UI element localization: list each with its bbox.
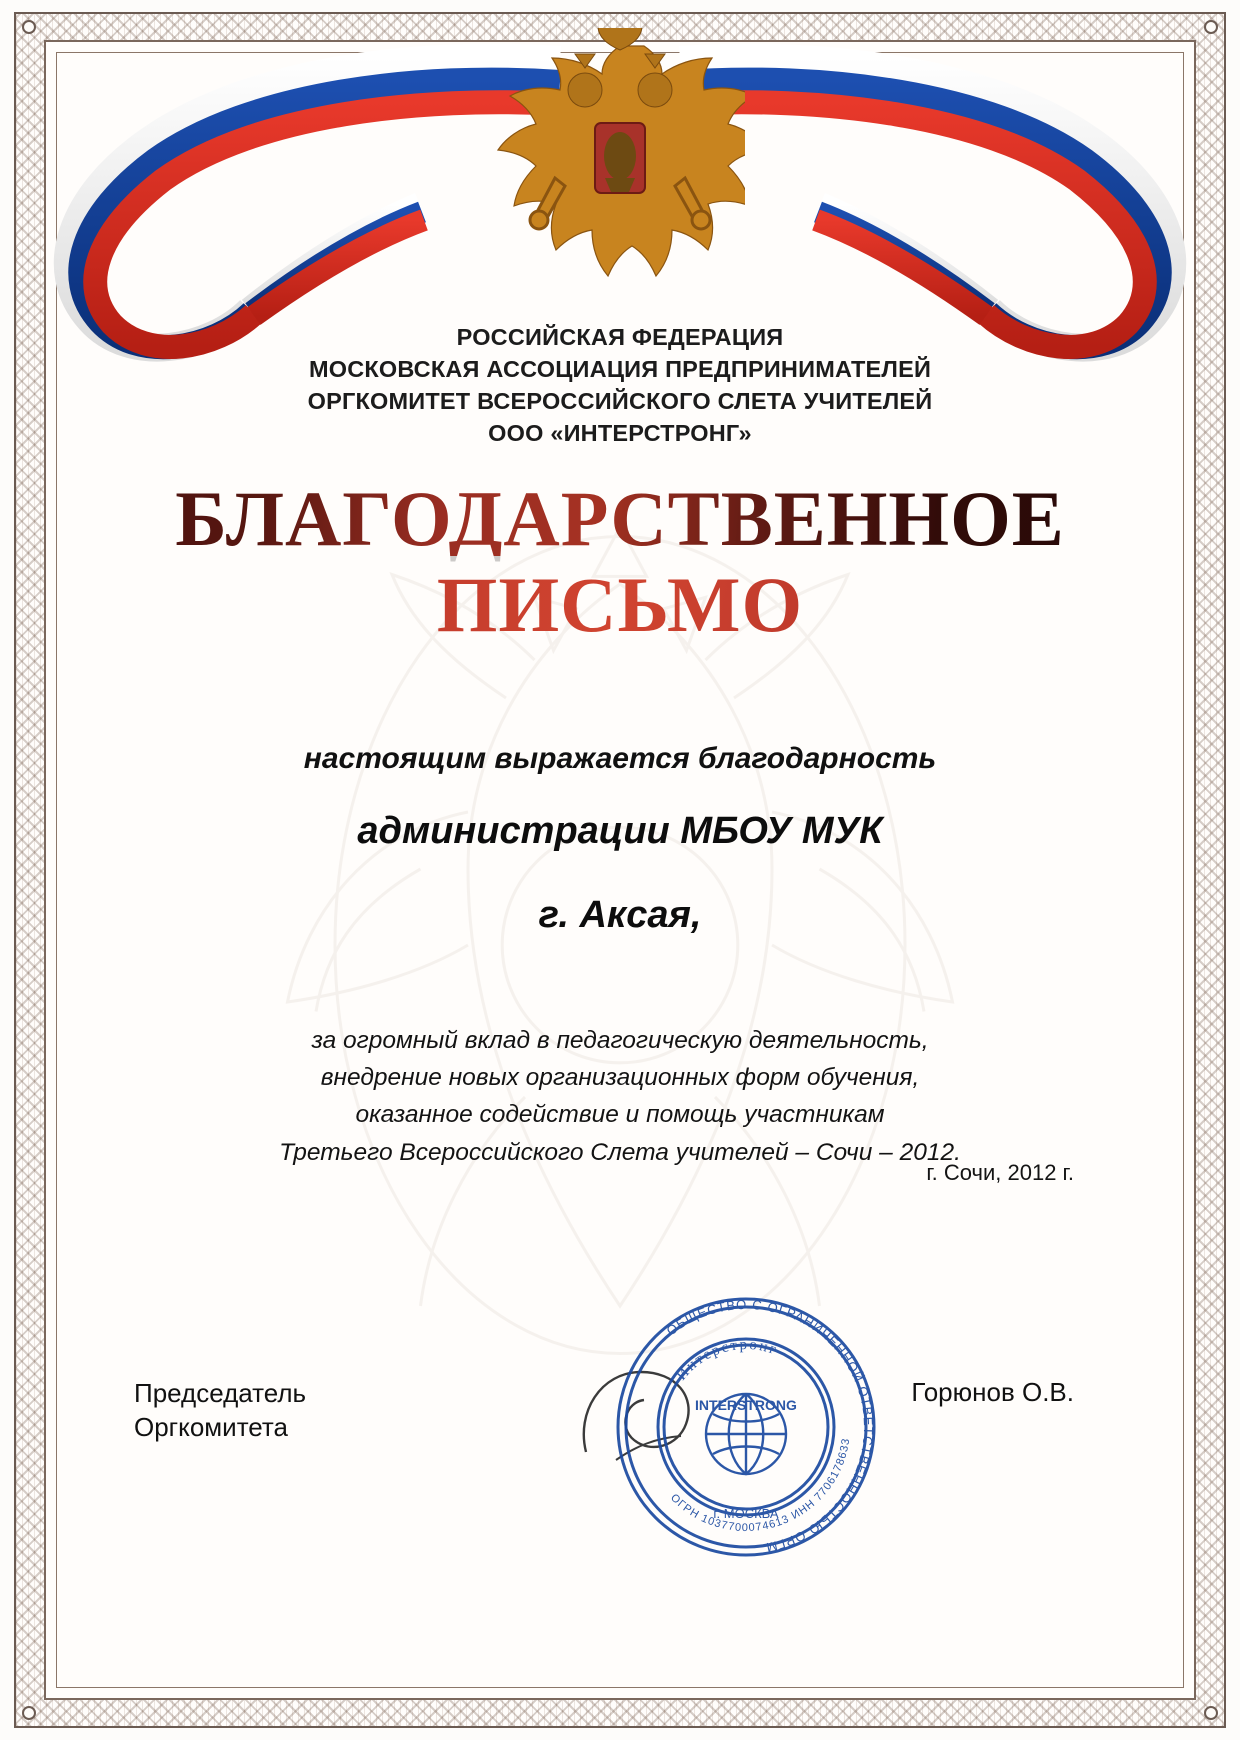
award-reason bbox=[146, 1022, 1094, 1171]
stamp-text-latin: INTERSTRONG bbox=[695, 1397, 797, 1413]
org-line-1: РОССИЙСКАЯ ФЕДЕРАЦИЯ bbox=[456, 324, 784, 350]
recipient-line-2: г. Аксая, bbox=[538, 894, 702, 936]
recipient-line-1: администрации МБОУ МУК bbox=[357, 810, 883, 852]
stamp-text-inner: Интерстронг bbox=[673, 1336, 781, 1384]
reason-line-1: за огромный вклад в педагогическую деятельность, bbox=[311, 1027, 929, 1054]
corner-ornament-top-left bbox=[22, 20, 36, 34]
place-and-date: г. Сочи, 2012 г. bbox=[926, 1160, 1074, 1185]
signer-name: Горюнов О.В. bbox=[911, 1377, 1074, 1407]
reason-line-4: Третьего Всероссийского Слета учителей – Сочи – 2012. bbox=[279, 1138, 961, 1166]
org-line-2: МОСКОВСКАЯ АССОЦИАЦИЯ ПРЕДПРИНИМАТЕЛЕЙ bbox=[308, 355, 932, 382]
svg-text:Интерстронг bbox=[674, 1337, 780, 1384]
org-line-4: ООО «ИНТЕРСТРОНГ» bbox=[488, 419, 752, 446]
stamp-text-ogrn: ОГРН 1037700074613 ИНН 7706178633 bbox=[668, 1436, 853, 1535]
page-title bbox=[56, 475, 1184, 649]
signature-role-line-2: Оргкомитета bbox=[134, 1411, 288, 1442]
intro-text: настоящим выражается благодарность bbox=[303, 742, 937, 775]
title-line-1: БЛАГОДАРСТВЕННОЕ bbox=[56, 482, 1184, 556]
round-stamp-icon bbox=[601, 1282, 891, 1572]
stamp-text-bottom: г. МОСКВА bbox=[713, 1506, 779, 1521]
corner-ornament-bottom-right bbox=[1204, 1706, 1218, 1720]
org-line-3: ОРГКОМИТЕТ ВСЕРОССИЙСКОГО СЛЕТА УЧИТЕЛЕЙ bbox=[307, 387, 933, 414]
certificate-content bbox=[56, 52, 1184, 1688]
issuing-organization bbox=[56, 322, 1184, 450]
reason-line-2: внедрение новых организационных форм обучения, bbox=[320, 1064, 920, 1092]
signature-role bbox=[134, 1377, 306, 1445]
reason-line-3: оказанное содействие и помощь участникам bbox=[355, 1101, 885, 1129]
stamp-text-outer: ОБЩЕСТВО С ОГРАНИЧЕННОЙ ОТВЕТСТВЕННОСТЬЮ ОРГМ bbox=[663, 1296, 877, 1556]
signature-role-line-1: Председатель bbox=[134, 1378, 307, 1408]
corner-ornament-bottom-left bbox=[22, 1706, 36, 1720]
corner-ornament-top-right bbox=[1204, 20, 1218, 34]
title-line-2: ПИСЬМО bbox=[56, 566, 1184, 644]
